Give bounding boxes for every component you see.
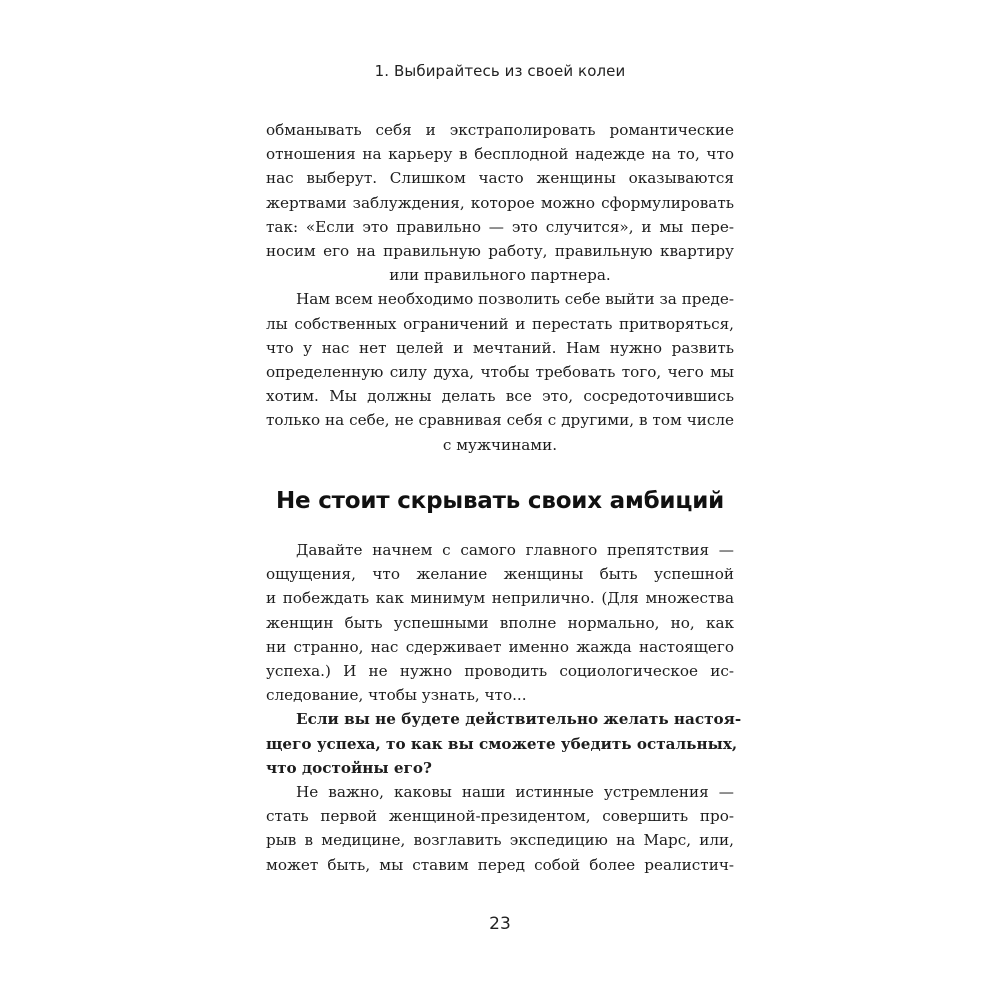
- text-block-top: [266, 118, 734, 457]
- text-line: Давайте начнем с самого главного препятствия —: [296, 541, 734, 559]
- text-line: носим его на правильную работу, правильную квартиру: [266, 242, 734, 261]
- text-line: Нам всем необходимо позволить себе выйти за преде-: [296, 290, 734, 309]
- text-line: Не важно, каковы наши истинные устремления —: [296, 783, 734, 802]
- emphasis-line: что достойны его?: [266, 758, 432, 777]
- text-block-bottom: [266, 538, 742, 877]
- text-line: жертвами заблуждения, которое можно сформулировать: [266, 193, 734, 212]
- text-line: может быть, мы ставим перед собой более реалистич-: [266, 855, 734, 874]
- text-line: нас выберут. Слишком часто женщины оказываются: [266, 169, 734, 188]
- text-line: женщин быть успешными вполне нормально, но, как: [266, 613, 734, 632]
- emphasis-line: Если вы не будете действительно желать настоя-: [296, 710, 742, 729]
- text-line: лы собственных ограничений и перестать притворяться,: [266, 314, 734, 333]
- page-number: 23: [489, 914, 511, 934]
- running-head: 1. Выбирайтесь из своей колеи: [374, 62, 626, 80]
- text-line: или правильного партнера.: [389, 266, 611, 285]
- text-line: отношения на карьеру в бесплодной надежде на то, что: [266, 145, 734, 164]
- text-line: с мужчинами.: [442, 435, 558, 454]
- text-line: стать первой женщиной-президентом, совершить про-: [266, 807, 734, 826]
- text-line: следование, чтобы узнать, что...: [266, 686, 527, 705]
- text-line: только на себе, не сравнивая себя с другими, в том числе: [266, 411, 734, 430]
- emphasis-line: щего успеха, то как вы сможете убедить остальных,: [266, 734, 738, 753]
- text-line: определенную силу духа, чтобы требовать того, чего мы: [266, 363, 734, 382]
- text-line: рыв в медицине, возглавить экспедицию на Марс, или,: [266, 831, 734, 850]
- text-line: так: «Если это правильно — это случится», и мы пере-: [266, 217, 734, 236]
- text-line: что у нас нет целей и мечтаний. Нам нужно развить: [266, 338, 734, 357]
- text-line: хотим. Мы должны делать все это, сосредоточившись: [266, 387, 734, 406]
- text-line: ощущения, что желание женщины быть успешной: [266, 565, 734, 584]
- text-line: ни странно, нас сдерживает именно жажда настоящего: [266, 637, 734, 656]
- text-line: обманывать себя и экстраполировать романтические: [266, 121, 734, 139]
- text-line: успеха.) И не нужно проводить социологическое ис-: [266, 662, 734, 681]
- text-line: и побеждать как минимум неприлично. (Для множества: [266, 589, 734, 608]
- section-heading: Не стоит скрывать своих амбиций: [275, 488, 725, 514]
